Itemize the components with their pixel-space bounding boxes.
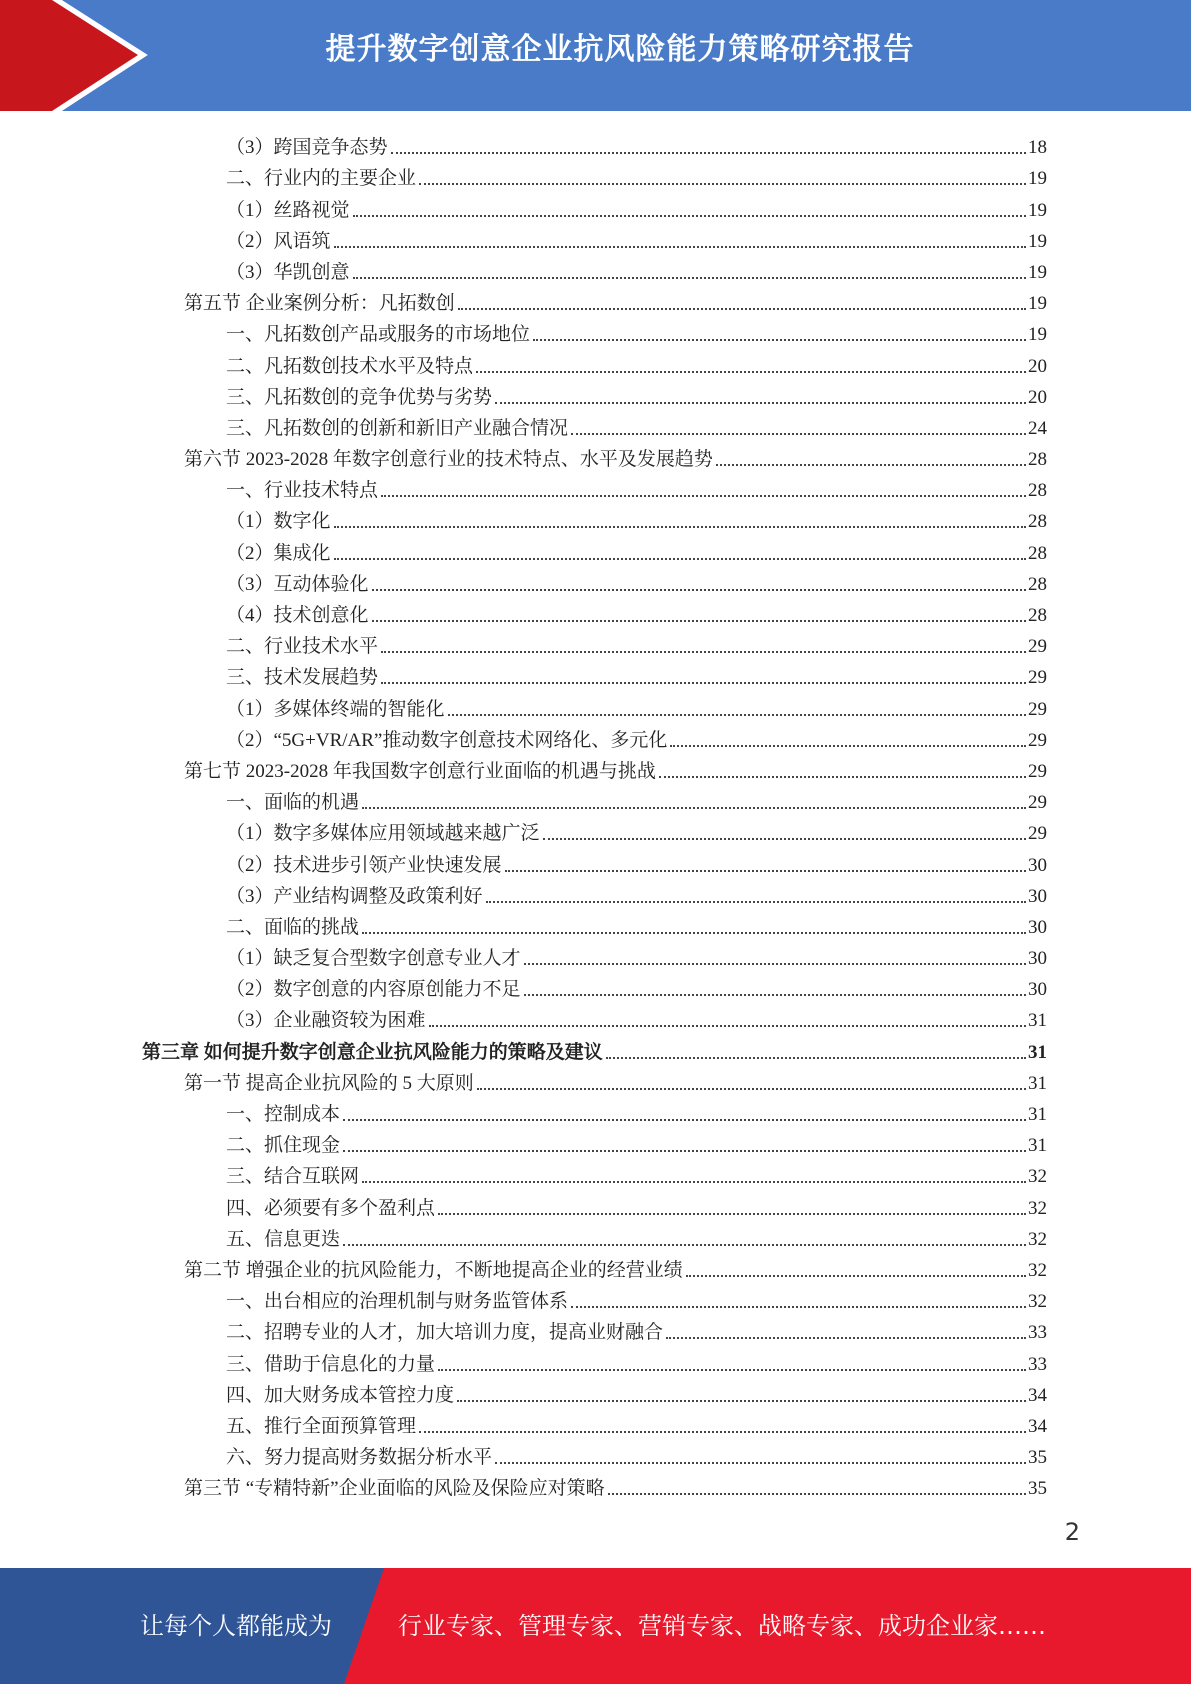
page-header: [0, 0, 1191, 111]
toc-entry-label: 四、加大财务成本管控力度: [226, 1384, 455, 1406]
toc-entry[interactable]: [0, 1282, 1191, 1313]
toc-entry-label: （1）缺乏复合型数字创意专业人才: [226, 948, 521, 970]
toc-dot-leader: [659, 775, 1026, 778]
toc-entry-page: 29: [1028, 667, 1047, 689]
toc-entry-label: （2）“5G+VR/AR”推动数字创意技术网络化、多元化: [226, 729, 668, 751]
toc-entry-label: （3）企业融资较为困难: [226, 1010, 426, 1032]
toc-dot-leader: [670, 744, 1026, 747]
toc-entry[interactable]: [0, 533, 1191, 564]
toc-entry-page: 29: [1028, 636, 1047, 658]
toc-entry-label: （1）数字化: [226, 511, 331, 533]
toc-dot-leader: [381, 494, 1026, 497]
toc-dot-leader: [372, 619, 1026, 622]
toc-entry-page: 32: [1028, 1197, 1047, 1219]
toc-dot-leader: [429, 1024, 1026, 1027]
toc-entry-label: 二、行业技术水平: [226, 636, 379, 658]
toc-entry-page: 20: [1028, 355, 1047, 377]
toc-dot-leader: [608, 1492, 1026, 1495]
toc-entry[interactable]: [0, 253, 1191, 284]
toc-entry-page: 24: [1028, 417, 1047, 439]
toc-entry-page: 35: [1028, 1447, 1047, 1469]
toc-entry-page: 33: [1028, 1353, 1047, 1375]
toc-dot-leader: [419, 182, 1026, 185]
toc-entry-page: 28: [1028, 449, 1047, 471]
toc-entry-page: 30: [1028, 916, 1047, 938]
header-title: 提升数字创意企业抗风险能力策略研究报告: [325, 32, 915, 67]
toc-entry-page: 28: [1028, 542, 1047, 564]
table-of-contents: [0, 128, 1191, 1500]
toc-entry[interactable]: [0, 1126, 1191, 1157]
toc-entry-label: 第五节 企业案例分析：凡拓数创: [184, 293, 455, 315]
toc-entry-page: 20: [1028, 386, 1047, 408]
toc-entry-label: （2）集成化: [226, 542, 331, 564]
page-number: 2: [1064, 1518, 1080, 1546]
toc-dot-leader: [381, 650, 1026, 653]
toc-entry[interactable]: [0, 1438, 1191, 1469]
toc-entry[interactable]: [0, 1344, 1191, 1375]
toc-entry-label: 三、结合互联网: [226, 1166, 360, 1188]
toc-entry-label: （4）技术创意化: [226, 605, 369, 626]
toc-entry[interactable]: [0, 159, 1191, 190]
toc-dot-leader: [505, 869, 1026, 872]
toc-entry-label: （2）风语筑: [226, 230, 331, 252]
toc-dot-leader: [438, 1212, 1026, 1215]
toc-entry-page: 19: [1028, 324, 1047, 346]
toc-entry[interactable]: [0, 190, 1191, 221]
toc-entry-page: 34: [1028, 1415, 1047, 1437]
toc-entry-label: （2）数字创意的内容原创能力不足: [226, 979, 521, 1001]
toc-entry-page: 29: [1028, 729, 1047, 751]
toc-entry[interactable]: [0, 1376, 1191, 1407]
toc-entry-label: 第三章 如何提升数字创意企业抗风险能力的策略及建议: [142, 1041, 603, 1063]
toc-entry[interactable]: [0, 1157, 1191, 1188]
toc-entry-label: 三、凡拓数创的竞争优势与劣势: [226, 386, 493, 408]
footer-slogan-left: 让每个人都能成为: [140, 1612, 332, 1640]
toc-entry[interactable]: [0, 346, 1191, 377]
toc-entry-page: 30: [1028, 854, 1047, 876]
toc-entry-page: 32: [1028, 1259, 1047, 1281]
toc-entry-page: 28: [1028, 511, 1047, 533]
toc-dot-leader: [362, 1180, 1026, 1183]
toc-entry[interactable]: [0, 284, 1191, 315]
toc-entry[interactable]: [0, 1095, 1191, 1126]
toc-entry-page: 28: [1028, 573, 1047, 595]
page-footer: [0, 1568, 1191, 1684]
toc-entry[interactable]: [0, 689, 1191, 720]
toc-entry-page: 19: [1028, 168, 1047, 190]
toc-entry[interactable]: [0, 845, 1191, 876]
toc-entry-label: 一、凡拓数创产品或服务的市场地位: [226, 324, 531, 346]
toc-dot-leader: [571, 432, 1026, 435]
toc-entry[interactable]: [0, 409, 1191, 440]
toc-entry[interactable]: [0, 627, 1191, 658]
toc-dot-leader: [343, 1149, 1026, 1152]
toc-entry-label: 六、努力提高财务数据分析水平: [226, 1447, 493, 1469]
toc-entry[interactable]: [0, 1001, 1191, 1032]
toc-dot-leader: [477, 1087, 1026, 1090]
toc-dot-leader: [419, 1430, 1026, 1433]
toc-entry-page: 31: [1028, 1041, 1047, 1063]
toc-entry-label: 三、借助于信息化的力量: [226, 1353, 436, 1375]
toc-entry-page: 31: [1028, 1104, 1047, 1125]
toc-entry[interactable]: [0, 939, 1191, 970]
toc-entry-label: 第三节 “专精特新”企业面临的风险及保险应对策略: [184, 1478, 605, 1500]
toc-entry[interactable]: [0, 1032, 1191, 1063]
toc-entry[interactable]: [0, 471, 1191, 502]
toc-entry[interactable]: [0, 814, 1191, 845]
toc-entry-label: （3）互动体验化: [226, 573, 369, 595]
toc-entry-page: 32: [1028, 1228, 1047, 1250]
toc-entry-label: 三、凡拓数创的创新和新旧产业融合情况: [226, 417, 569, 439]
toc-entry-label: 一、面临的机遇: [226, 792, 360, 814]
toc-entry[interactable]: [0, 1469, 1191, 1500]
toc-dot-leader: [353, 276, 1026, 279]
toc-entry-page: 19: [1028, 230, 1047, 252]
toc-entry-label: 第二节 增强企业的抗风险能力，不断地提高企业的经营业绩: [184, 1259, 683, 1281]
toc-entry[interactable]: [0, 222, 1191, 253]
toc-dot-leader: [606, 1056, 1026, 1059]
toc-entry[interactable]: [0, 877, 1191, 908]
toc-dot-leader: [448, 713, 1026, 716]
toc-entry[interactable]: [0, 658, 1191, 689]
toc-dot-leader: [524, 993, 1026, 996]
toc-entry[interactable]: [0, 1313, 1191, 1344]
toc-dot-leader: [716, 463, 1026, 466]
toc-dot-leader: [495, 401, 1026, 404]
toc-entry-label: 第一节 提高企业抗风险的 5 大原则: [184, 1072, 474, 1094]
toc-entry[interactable]: [0, 1064, 1191, 1095]
toc-entry[interactable]: [0, 970, 1191, 1001]
toc-entry[interactable]: [0, 315, 1191, 346]
toc-entry-label: （3）跨国竞争态势: [226, 137, 388, 159]
toc-entry-label: 第七节 2023-2028 年我国数字创意行业面临的机遇与挑战: [184, 760, 656, 782]
toc-entry-label: 一、出台相应的治理机制与财务监管体系: [226, 1291, 569, 1313]
toc-entry-label: 四、必须要有多个盈利点: [226, 1197, 436, 1219]
toc-entry-page: 34: [1028, 1384, 1047, 1406]
toc-entry-page: 19: [1028, 293, 1047, 315]
toc-dot-leader: [372, 588, 1026, 591]
toc-entry-label: （3）产业结构调整及政策利好: [226, 885, 483, 907]
toc-entry-label: 一、控制成本: [226, 1104, 341, 1125]
toc-entry[interactable]: [0, 752, 1191, 783]
toc-dot-leader: [353, 214, 1026, 217]
toc-dot-leader: [343, 1118, 1026, 1121]
toc-dot-leader: [476, 370, 1026, 373]
toc-entry-label: 第六节 2023-2028 年数字创意行业的技术特点、水平及发展趋势: [184, 449, 713, 471]
toc-entry-page: 29: [1028, 760, 1047, 782]
toc-dot-leader: [334, 525, 1026, 528]
toc-entry[interactable]: [0, 378, 1191, 409]
toc-entry-label: 二、招聘专业的人才，加大培训力度，提高业财融合: [226, 1322, 664, 1344]
toc-entry-page: 31: [1028, 1010, 1047, 1032]
toc-dot-leader: [457, 1399, 1026, 1402]
toc-entry-page: 31: [1028, 1135, 1047, 1157]
toc-dot-leader: [571, 1305, 1026, 1308]
toc-dot-leader: [686, 1274, 1026, 1277]
toc-entry[interactable]: [0, 1220, 1191, 1251]
toc-entry-label: 二、面临的挑战: [226, 916, 360, 938]
toc-entry-page: 30: [1028, 979, 1047, 1001]
toc-entry-page: 29: [1028, 698, 1047, 720]
toc-entry-page: 33: [1028, 1322, 1047, 1344]
toc-entry-label: （2）技术进步引领产业快速发展: [226, 854, 502, 876]
toc-entry-page: 18: [1028, 137, 1047, 159]
toc-dot-leader: [458, 307, 1026, 310]
toc-entry[interactable]: [0, 1251, 1191, 1282]
toc-entry[interactable]: [0, 440, 1191, 471]
toc-entry-label: 二、行业内的主要企业: [226, 168, 417, 190]
toc-entry[interactable]: [0, 128, 1191, 159]
toc-entry-page: 31: [1028, 1072, 1047, 1094]
toc-entry[interactable]: [0, 596, 1191, 627]
toc-entry-label: 一、行业技术特点: [226, 480, 379, 502]
toc-entry-label: 五、推行全面预算管理: [226, 1415, 417, 1437]
toc-dot-leader: [666, 1336, 1026, 1339]
toc-dot-leader: [343, 1243, 1026, 1246]
toc-dot-leader: [334, 557, 1026, 560]
toc-entry-page: 32: [1028, 1291, 1047, 1313]
toc-entry[interactable]: [0, 1407, 1191, 1438]
toc-entry-page: 35: [1028, 1478, 1047, 1500]
toc-entry-page: 30: [1028, 885, 1047, 907]
toc-entry[interactable]: [0, 565, 1191, 596]
toc-entry-label: 三、技术发展趋势: [226, 667, 379, 689]
toc-entry[interactable]: [0, 502, 1191, 533]
toc-dot-leader: [438, 1368, 1026, 1371]
toc-entry-label: （1）数字多媒体应用领域越来越广泛: [226, 823, 540, 845]
toc-entry-page: 19: [1028, 199, 1047, 221]
toc-entry-label: （1）丝路视觉: [226, 199, 350, 221]
toc-dot-leader: [486, 900, 1026, 903]
toc-entry-page: 30: [1028, 948, 1047, 970]
toc-entry[interactable]: [0, 783, 1191, 814]
toc-dot-leader: [543, 837, 1026, 840]
toc-entry-page: 28: [1028, 480, 1047, 502]
toc-entry-label: （1）多媒体终端的智能化: [226, 698, 445, 720]
toc-dot-leader: [334, 245, 1026, 248]
toc-dot-leader: [381, 681, 1026, 684]
toc-entry[interactable]: [0, 1188, 1191, 1219]
toc-entry[interactable]: [0, 721, 1191, 752]
footer-slogan-right: 行业专家、管理专家、营销专家、战略专家、成功企业家……: [398, 1612, 1046, 1640]
toc-dot-leader: [362, 806, 1026, 809]
toc-dot-leader: [524, 962, 1026, 965]
toc-entry-label: 二、抓住现金: [226, 1135, 341, 1157]
toc-entry[interactable]: [0, 908, 1191, 939]
toc-entry-page: 32: [1028, 1166, 1047, 1188]
toc-dot-leader: [533, 338, 1026, 341]
toc-entry-page: 28: [1028, 605, 1047, 626]
toc-entry-page: 29: [1028, 792, 1047, 814]
toc-entry-page: 29: [1028, 823, 1047, 845]
toc-entry-page: 19: [1028, 261, 1047, 283]
toc-entry-label: 五、信息更迭: [226, 1228, 341, 1250]
toc-entry-label: （3）华凯创意: [226, 261, 350, 283]
toc-dot-leader: [495, 1461, 1026, 1464]
toc-dot-leader: [362, 931, 1026, 934]
toc-dot-leader: [391, 151, 1026, 154]
toc-entry-label: 二、凡拓数创技术水平及特点: [226, 355, 474, 377]
